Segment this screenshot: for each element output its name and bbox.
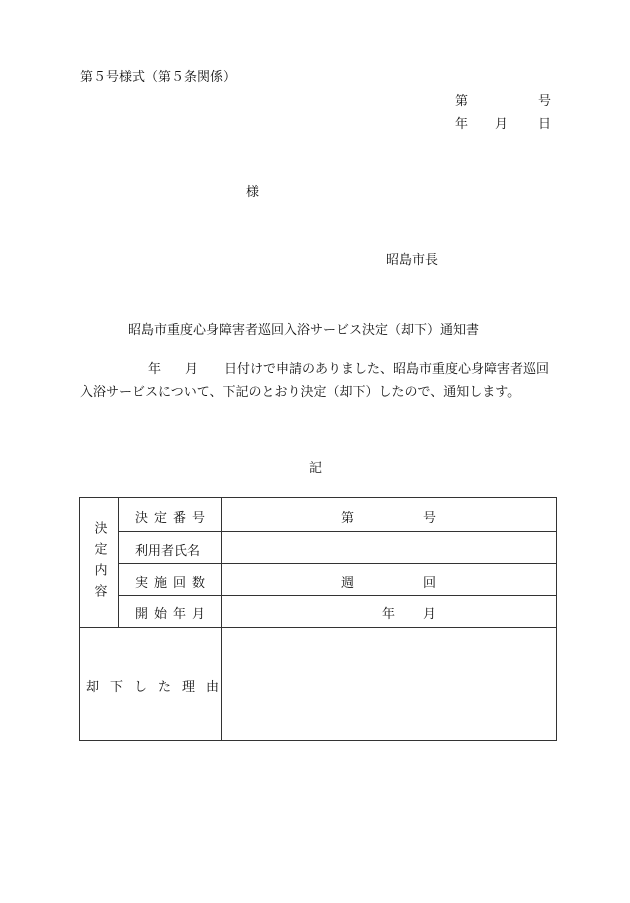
body-year: 年 [148,362,162,377]
addressee-honorific: 様 [246,185,260,200]
date-year: 年 [455,117,469,132]
table-divider [118,595,556,596]
document-number-suffix: 号 [537,94,551,109]
decision-table [79,497,557,741]
decision-group-text: 決定内容 [91,520,107,605]
document-number-prefix: 第 [455,94,469,109]
table-divider [80,627,556,628]
decision-number-suffix: 号 [423,511,437,526]
issuer-name: 昭島市長 [386,253,439,268]
decision-group-label [80,498,118,627]
body-paragraph [80,358,550,404]
document-date [455,113,551,131]
frequency-prefix: 週 [341,576,355,591]
user-name-label: 利用者氏名 [135,544,201,559]
date-month: 月 [495,117,509,132]
date-day: 日 [537,117,551,132]
frequency-label: 実施回数 [135,576,212,591]
body-text: 日付けで申請のありました、昭島市重度心身障害者巡回入浴サービスについて、下記のとおり決定（却下）したので、通知します。 [80,362,550,400]
decision-number-label: 決定番号 [135,511,212,526]
form-number-label: 第５号様式（第５条関係） [80,70,237,85]
document-number [455,90,551,108]
start-month-unit: 月 [423,607,437,622]
document-title: 昭島市重度心身障害者巡回入浴サービス決定（却下）通知書 [128,323,480,338]
start-month-label: 開始年月 [135,607,212,622]
rejection-reason-label: 却下した理由 [86,680,231,695]
table-divider [118,531,556,532]
ki-marker: 記 [309,461,323,476]
decision-number-prefix: 第 [341,511,355,526]
table-divider [221,498,222,740]
body-month: 月 [185,362,199,377]
frequency-suffix: 回 [423,576,437,591]
table-divider [118,563,556,564]
start-year-unit: 年 [382,607,396,622]
